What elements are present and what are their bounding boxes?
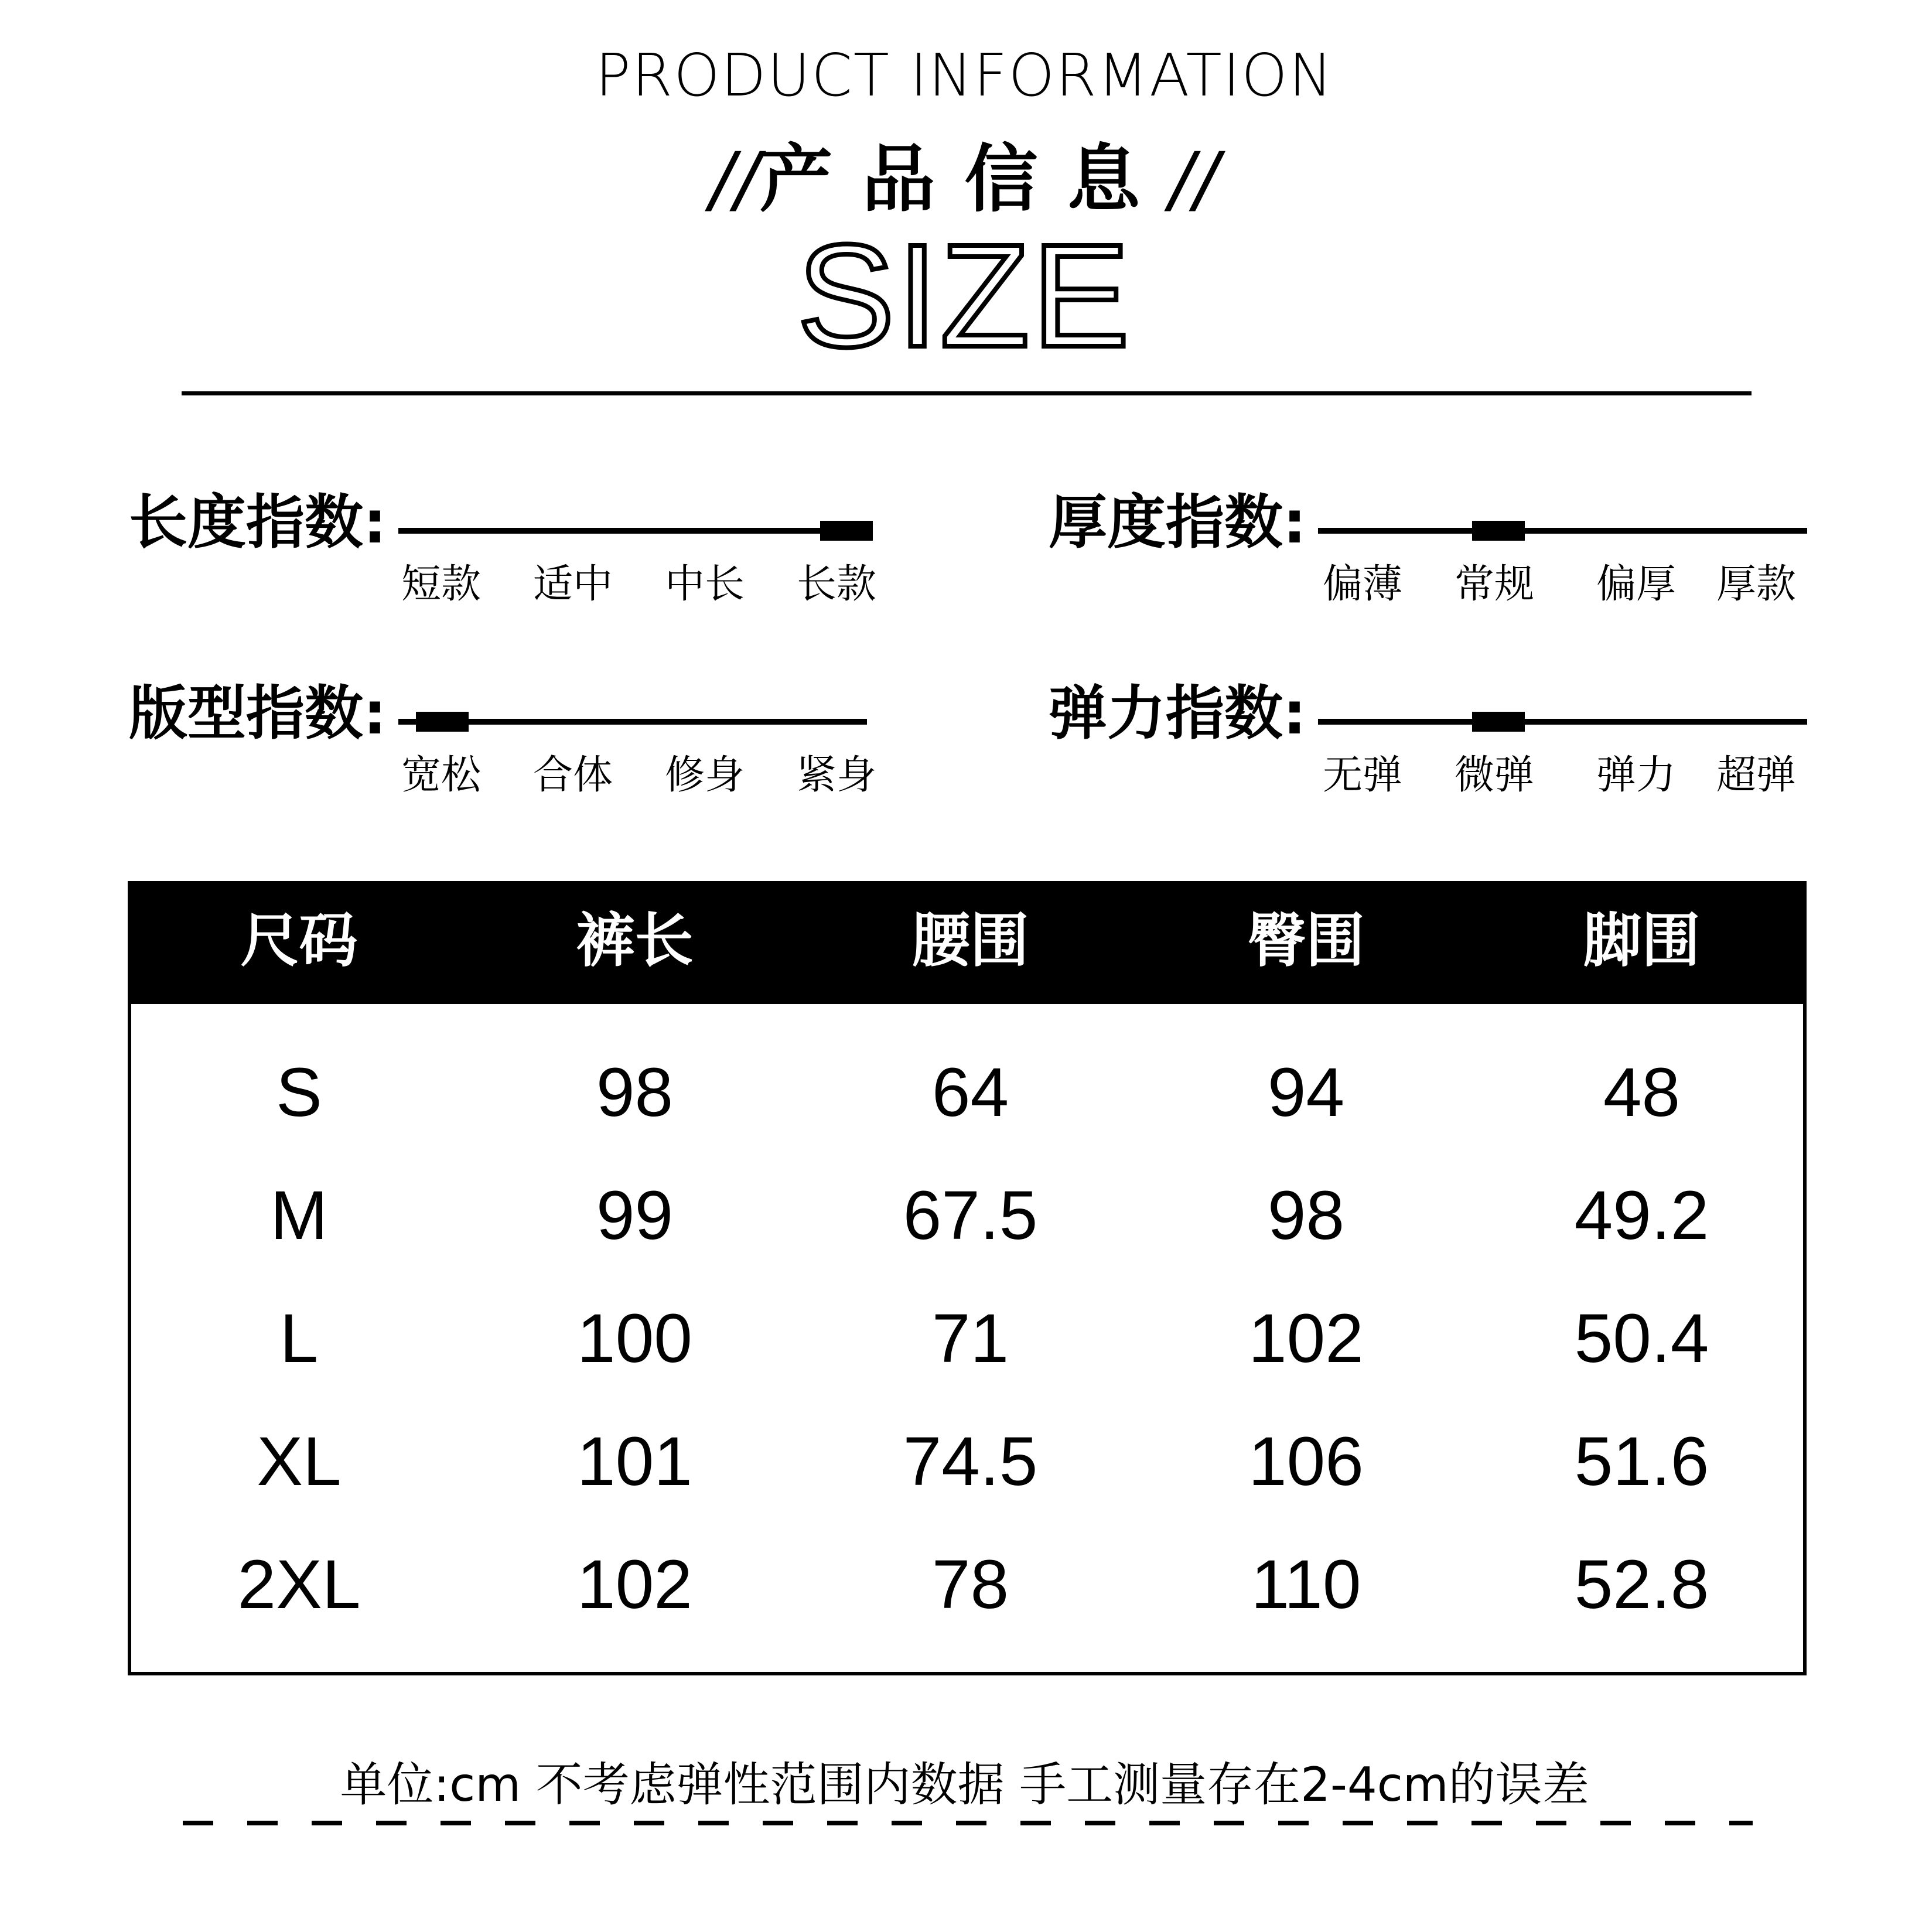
thickness-option-1: 偏薄 [1323, 561, 1403, 607]
cell-leg-opening: 50.4 [1574, 1300, 1709, 1377]
cell-leg-opening: 51.6 [1574, 1423, 1709, 1500]
fit-option-3: 修身 [665, 752, 745, 798]
cell-size: 2XL [237, 1546, 361, 1623]
dashed-divider [183, 1821, 1753, 1825]
table-row [131, 1277, 1803, 1400]
cell-length: 101 [577, 1423, 692, 1500]
header-leg-opening: 脚围 [1583, 906, 1701, 975]
elasticity-index-marker [1472, 712, 1525, 732]
length-option-4: 长款 [797, 561, 877, 607]
cell-waist: 78 [931, 1546, 1009, 1623]
elasticity-option-1: 无弹 [1323, 752, 1403, 798]
table-row [131, 1154, 1803, 1277]
fit-index-track [398, 719, 867, 725]
cell-hip: 110 [1251, 1546, 1361, 1623]
cell-waist: 64 [931, 1054, 1009, 1131]
title-chinese-text: 产品信息 [759, 137, 1170, 222]
thickness-index-marker [1472, 521, 1525, 541]
fit-index-marker [416, 712, 469, 732]
elasticity-index-label: 弹力指数: [1049, 679, 1306, 747]
title-english: PRODUCT INFORMATION [595, 41, 1334, 110]
length-index-track [398, 528, 867, 534]
cell-size: S [276, 1054, 322, 1131]
header-size: 尺码 [240, 906, 358, 975]
length-option-1: 短款 [401, 561, 482, 607]
elasticity-option-4: 超弹 [1716, 752, 1797, 798]
cell-length: 98 [596, 1054, 674, 1131]
thickness-option-4: 厚款 [1716, 561, 1797, 607]
cell-waist: 74.5 [903, 1423, 1038, 1500]
cell-hip: 106 [1248, 1423, 1364, 1500]
thickness-index-track [1318, 528, 1807, 534]
length-index-marker [820, 521, 873, 541]
cell-hip: 98 [1267, 1177, 1345, 1254]
cell-leg-opening: 52.8 [1574, 1546, 1709, 1623]
elasticity-index [1049, 679, 1810, 801]
elasticity-index-track [1318, 719, 1807, 725]
header-waist: 腰围 [911, 906, 1029, 975]
cell-waist: 71 [931, 1300, 1009, 1377]
fit-option-1: 宽松 [401, 752, 482, 798]
cell-hip: 94 [1267, 1054, 1345, 1131]
table-row [131, 1400, 1803, 1523]
title-chinese [0, 120, 1929, 226]
measurement-note: 单位:cm 不考虑弹性范围内数据 手工测量存在2-4cm的误差 [340, 1757, 1589, 1812]
table-row [131, 1523, 1803, 1646]
size-table [128, 881, 1807, 1675]
cell-leg-opening: 49.2 [1574, 1177, 1709, 1254]
header-hip: 臀围 [1247, 906, 1365, 975]
cell-length: 102 [577, 1546, 692, 1623]
length-option-3: 中长 [665, 561, 745, 607]
fit-option-2: 合体 [533, 752, 613, 798]
header-length: 裤长 [576, 906, 694, 975]
cell-waist: 67.5 [903, 1177, 1038, 1254]
cell-size: M [270, 1177, 328, 1254]
fit-index-label: 版型指数: [129, 679, 387, 747]
cell-length: 99 [596, 1177, 674, 1254]
thickness-option-2: 常规 [1455, 561, 1535, 607]
slash-right: // [1169, 137, 1219, 222]
cell-length: 100 [577, 1300, 692, 1377]
elasticity-option-2: 微弹 [1455, 752, 1535, 798]
length-option-2: 适中 [533, 561, 613, 607]
elasticity-option-3: 弹力 [1596, 752, 1677, 798]
cell-size: XL [257, 1423, 342, 1500]
cell-leg-opening: 48 [1603, 1054, 1681, 1131]
thickness-index-label: 厚度指数: [1049, 488, 1306, 557]
fit-option-4: 紧身 [797, 752, 877, 798]
size-heading: SIZE [797, 214, 1132, 377]
cell-size: L [279, 1300, 319, 1377]
table-header [131, 885, 1803, 1004]
thickness-option-3: 偏厚 [1596, 561, 1677, 607]
thickness-index [1049, 488, 1810, 610]
fit-index [129, 679, 890, 801]
length-index-label: 长度指数: [129, 488, 387, 557]
divider-line [182, 391, 1752, 395]
slash-left: // [710, 137, 760, 222]
length-index [129, 488, 890, 610]
table-row [131, 1031, 1803, 1154]
cell-hip: 102 [1248, 1300, 1364, 1377]
